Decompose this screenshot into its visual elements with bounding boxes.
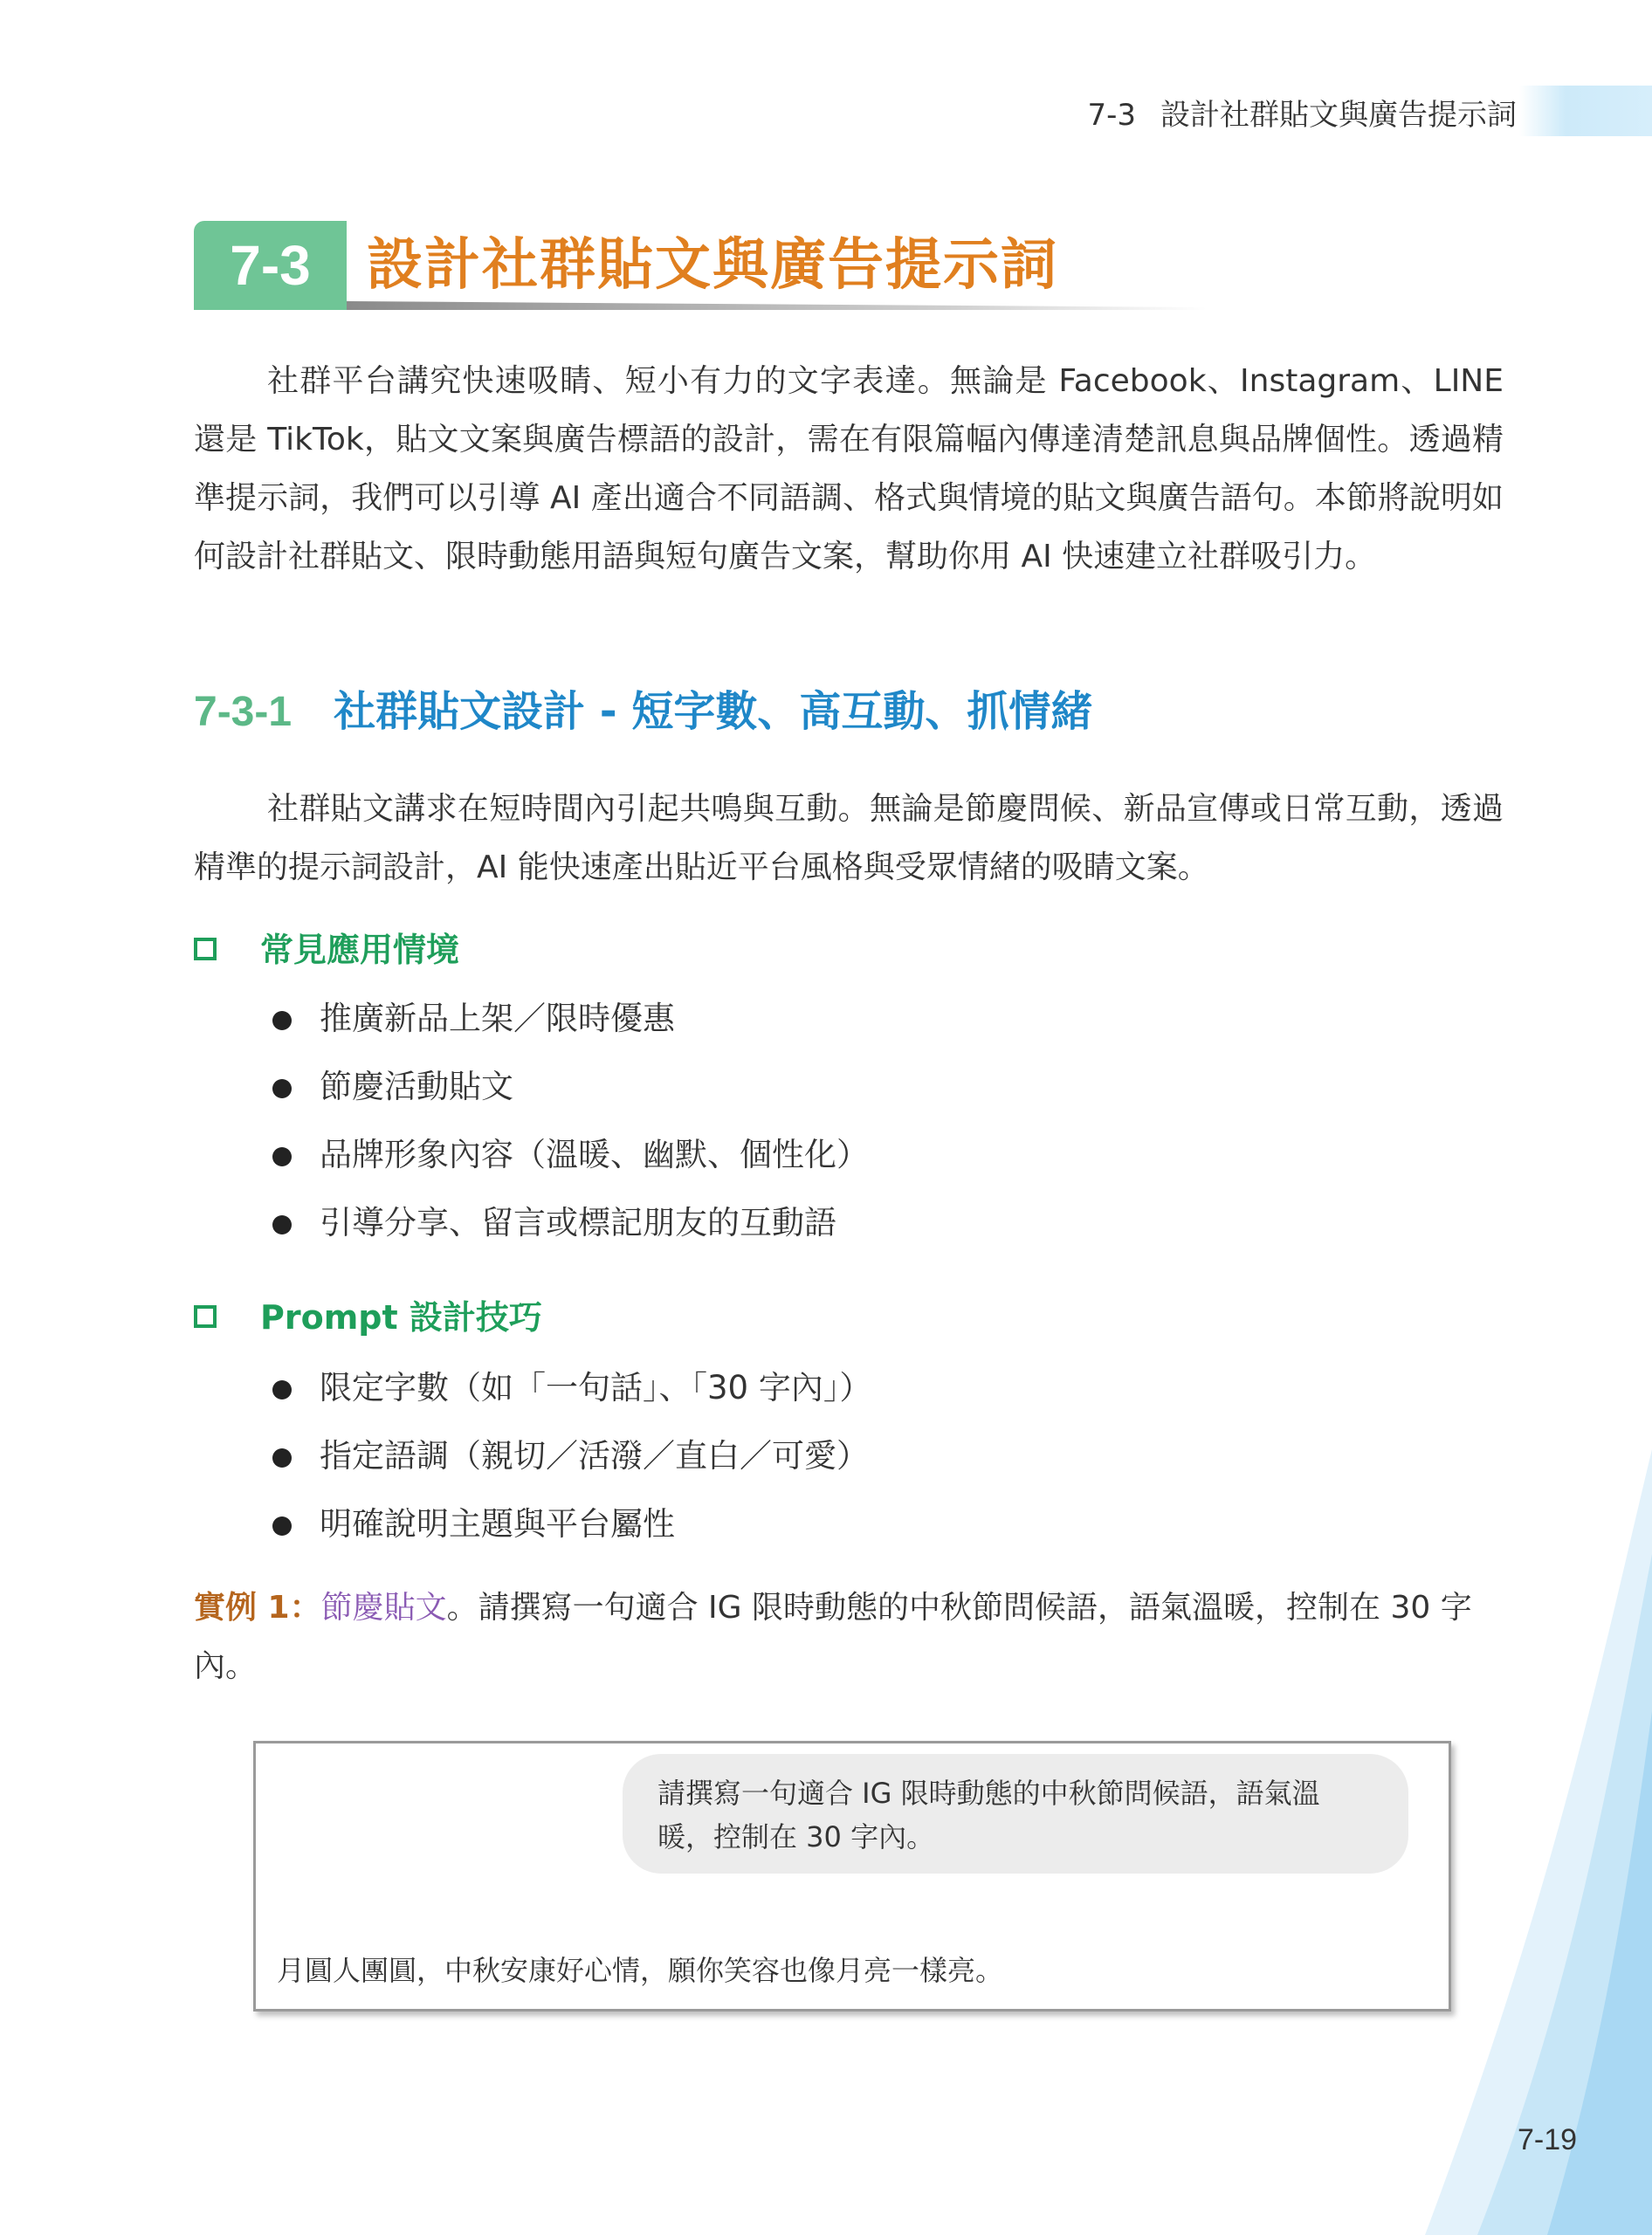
bullet-icon: [272, 1147, 292, 1166]
list-item-text: 推廣新品上架／限時優惠: [320, 1000, 675, 1037]
user-prompt-bubble: 請撰寫一句適合 IG 限時動態的中秋節問候語，語氣溫暖，控制在 30 字內。: [623, 1754, 1408, 1874]
decorative-curves: [1425, 1449, 1652, 2235]
scenarios-heading-text: 常見應用情境: [260, 931, 460, 969]
section-title: 設計社群貼文與廣告提示詞: [367, 233, 1058, 298]
running-header-number: 7-3: [1087, 98, 1136, 133]
list-item-text: 明確說明主題與平台屬性: [320, 1505, 675, 1543]
list-item: [272, 1189, 869, 1257]
bullet-icon: [272, 1516, 292, 1536]
subsection-paragraph: 社群貼文講求在短時間內引起共鳴與互動。無論是節慶問候、新品宣傳或日常互動，透過精準的提示詞設計，AI 能快速產出貼近平台風格與受眾情緒的吸睛文案。: [194, 791, 1504, 885]
bullet-icon: [272, 1380, 292, 1399]
checkbox-square-icon: [194, 1305, 217, 1328]
intro-paragraph: 社群平台講究快速吸睛、短小有力的文字表達。無論是 Facebook、Instagram、LINE 還是 TikTok，貼文文案與廣告標語的設計，需在有限篇幅內傳達清楚訊息與品牌個性。透過精準提示詞，我們可以引導 AI 產出適合不同語調、格式與情境的貼文與廣告語句。本節將說明如何設計社群貼文、限時動態用語與短句廣告文案，幫助你用 AI 快速建立社群吸引力。: [194, 363, 1504, 574]
header-accent-band: [1519, 86, 1652, 136]
tips-list: [272, 1354, 871, 1558]
subsection-title: 社群貼文設計 - 短字數、高互動、抓情緒: [334, 687, 1093, 736]
list-item: [272, 1121, 869, 1189]
list-item: [272, 1422, 871, 1490]
tips-heading-text: Prompt 設計技巧: [260, 1298, 542, 1337]
bullet-icon: [272, 1215, 292, 1234]
list-item-text: 節慶活動貼文: [320, 1068, 513, 1105]
ai-reply: 月圓人團圓，中秋安康好心情，願你笑容也像月亮一樣亮。: [277, 1954, 1004, 1987]
checkbox-square-icon: [194, 938, 217, 960]
bullet-icon: [272, 1448, 292, 1468]
list-item-text: 品牌形象內容（溫暖、幽默、個性化）: [320, 1136, 869, 1173]
example-paragraph: [194, 1578, 1504, 1695]
running-header-title: 設計社群貼文與廣告提示詞: [1160, 98, 1517, 133]
subsection-heading: [194, 677, 1092, 738]
running-header: [1087, 91, 1517, 134]
subsection-number: 7-3-1: [194, 689, 293, 735]
tips-heading: [194, 1290, 542, 1338]
example-topic: 節慶貼文: [320, 1590, 447, 1626]
bullet-icon: [272, 1011, 292, 1030]
list-item: [272, 1490, 871, 1558]
scenarios-heading: [194, 923, 459, 971]
section-title-underline: [347, 301, 1207, 310]
chat-screenshot: [253, 1741, 1451, 2012]
section-number-box: 7-3: [194, 221, 347, 310]
list-item-text: 引導分享、留言或標記朋友的互動語: [320, 1204, 836, 1241]
list-item-text: 指定語調（親切／活潑／直白／可愛）: [320, 1437, 869, 1475]
list-item-text: 限定字數（如「一句話」、「30 字內」）: [320, 1369, 872, 1406]
page-number: 7-19: [1518, 2123, 1578, 2156]
list-item: [272, 1354, 871, 1422]
bullet-icon: [272, 1079, 292, 1098]
example-text: 。請撰寫一句適合 IG 限時動態的中秋節問候語，語氣溫暖，控制在 30 字內。: [194, 1590, 1472, 1684]
example-label: 實例 1：: [194, 1590, 321, 1626]
list-item: [272, 1053, 869, 1121]
scenarios-list: [272, 985, 869, 1257]
list-item: [272, 985, 869, 1053]
